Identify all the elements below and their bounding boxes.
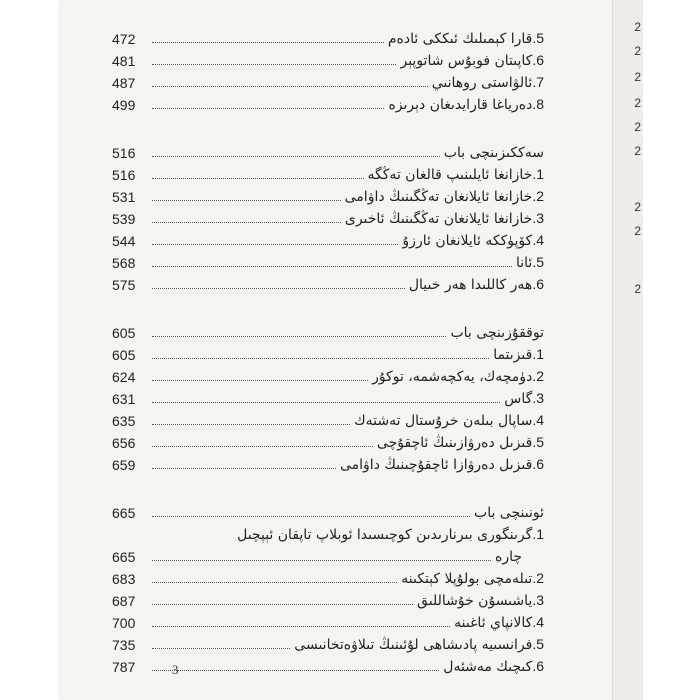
leader-dots: [152, 468, 336, 469]
entry-index: 4.: [532, 614, 544, 630]
entry-page: 687: [112, 593, 136, 609]
entry-index: 6.: [532, 276, 544, 292]
entry-title: [294, 635, 544, 654]
leader-dots: [152, 64, 396, 65]
entry-page: 575: [112, 277, 136, 293]
edge-number: 2: [634, 120, 641, 134]
edge-number: 2: [634, 224, 641, 238]
entry-page: 624: [112, 369, 136, 385]
entry-index: 2.: [532, 570, 544, 586]
entry-page: 487: [112, 75, 136, 91]
chapter-page: 605: [112, 325, 136, 341]
toc-entry[interactable]: [112, 92, 544, 114]
toc-entry[interactable]: [112, 162, 544, 184]
entry-title-text: ھەر كاللىدا ھەر خىيال: [408, 277, 533, 293]
entry-page: 631: [112, 391, 136, 407]
entry-title-text: قارا كېمىلىك ئىككى ئادەم: [387, 31, 533, 47]
leader-dots: [152, 222, 341, 223]
entry-title: [409, 275, 544, 294]
chapter-title: ئونىنچى باب: [474, 505, 544, 521]
entry-page: 539: [112, 211, 136, 227]
entry-title-text: ساپال بىلەن خرۇستال تەشتەك: [354, 413, 533, 429]
entry-title-text: قىزىل دەرۋازا ئاچقۇچىنىڭ داۋامى: [339, 457, 533, 473]
edge-number: 2: [634, 96, 641, 110]
toc-entry[interactable]: [112, 228, 544, 250]
toc-entry[interactable]: [112, 610, 544, 632]
entry-title-text: خازانغا ئايلانغان تەڭگىنىڭ ئاخىرى: [344, 211, 533, 227]
chapter-heading[interactable]: [112, 500, 544, 522]
leader-dots: [152, 402, 500, 403]
entry-title-text: تىلەمچى بولۇپلا كېتكىنە: [401, 571, 533, 587]
leader-dots: [152, 108, 384, 109]
entry-page: 516: [112, 167, 136, 183]
next-page-edge: [612, 0, 643, 700]
edge-number: 2: [634, 44, 641, 58]
entry-title: [377, 433, 544, 452]
entry-index: 5.: [532, 30, 544, 46]
toc-entry[interactable]: [112, 250, 544, 272]
entry-title: [443, 657, 544, 676]
chapter-page: 665: [112, 505, 136, 521]
entry-page: 635: [112, 413, 136, 429]
leader-dots: [152, 266, 512, 267]
entry-index: 6.: [532, 52, 544, 68]
chapter-heading[interactable]: [112, 320, 544, 342]
entry-title: [388, 95, 544, 114]
entry-index: 1.: [532, 346, 544, 362]
entry-index: 3.: [532, 210, 544, 226]
leader-dots: [152, 244, 398, 245]
entry-page: 531: [112, 189, 136, 205]
toc-entry[interactable]: [112, 386, 544, 408]
chapter-title: توققۇزىنچى باب: [450, 325, 544, 341]
leader-dots: [152, 560, 491, 561]
entry-title: [516, 253, 544, 272]
entry-page: 656: [112, 435, 136, 451]
entry-index: 1.: [532, 526, 544, 542]
entry-title: [345, 187, 544, 206]
entry-page: 544: [112, 233, 136, 249]
entry-index: 3.: [532, 390, 544, 406]
entry-page: 665: [112, 549, 136, 565]
toc-entry[interactable]: [112, 632, 544, 654]
leader-dots: [152, 358, 489, 359]
toc-entry[interactable]: [112, 48, 544, 70]
chapter-heading[interactable]: [112, 140, 544, 162]
entry-title-text: خازانغا ئايلانغان تەڭگىنىڭ داۋامى: [344, 189, 533, 205]
entry-title-text: قىزىل دەرۋازىنىڭ ئاچقۇچى: [376, 435, 533, 451]
entry-index: 2.: [532, 188, 544, 204]
leader-dots: [152, 156, 440, 157]
toc-entry[interactable]: [112, 26, 544, 48]
edge-number: 2: [634, 70, 641, 84]
leader-dots: [152, 648, 290, 649]
leader-dots: [152, 670, 439, 671]
toc-entry[interactable]: [112, 70, 544, 92]
edge-number: 2: [634, 20, 641, 34]
toc-entry[interactable]: [112, 408, 544, 430]
entry-title-text: قىزىتما: [493, 347, 533, 363]
entry-page: 499: [112, 97, 136, 113]
edge-number: 2: [634, 282, 641, 296]
leader-dots: [152, 288, 405, 289]
entry-page: 700: [112, 615, 136, 631]
toc-entry[interactable]: [112, 272, 544, 294]
entry-title: [417, 591, 544, 610]
entry-title-continuation: چارە: [494, 549, 522, 565]
entry-title: [340, 455, 544, 474]
leader-dots: [152, 380, 368, 381]
table-of-contents: [112, 26, 544, 676]
leader-dots: [152, 582, 397, 583]
toc-entry[interactable]: [112, 588, 544, 610]
entry-title-text: ئالۋاستى روھانىي: [431, 75, 533, 91]
entry-title-text: كاپىتان فوبۇس شاتوپېر: [400, 53, 533, 69]
toc-entry[interactable]: [112, 184, 544, 206]
toc-entry-continuation[interactable]: [112, 544, 544, 566]
entry-title: [401, 569, 544, 588]
leader-dots: [152, 604, 413, 605]
entry-title: [400, 51, 544, 70]
chapter-page: 516: [112, 145, 136, 161]
entry-title-text: ئانا: [515, 255, 533, 271]
entry-index: 7.: [532, 74, 544, 90]
leader-dots: [152, 516, 470, 517]
entry-title-text: گرىنگورى بىرنارىدىن كوچىسىدا ئوبلاپ تاپقان ئېپچىل: [237, 527, 533, 543]
entry-title: [504, 389, 544, 408]
entry-title: [237, 525, 544, 544]
entry-title-text: كىچىك مەشئەل: [443, 659, 533, 675]
entry-title-text: گاس: [504, 391, 533, 407]
entry-index: 5.: [532, 636, 544, 652]
leader-dots: [152, 86, 428, 87]
toc-entry[interactable]: [112, 522, 544, 544]
entry-page: 787: [112, 659, 136, 675]
entry-page: 472: [112, 31, 136, 47]
entry-title-text: دەرياغا قارايدىغان دېرىزە: [388, 97, 533, 113]
leader-dots: [152, 446, 373, 447]
entry-title: [368, 165, 544, 184]
entry-index: 6.: [532, 658, 544, 674]
entry-page: 605: [112, 347, 136, 363]
entry-index: 5.: [532, 254, 544, 270]
toc-entry[interactable]: [112, 452, 544, 474]
page-number: 3: [172, 662, 179, 677]
toc-entry[interactable]: [112, 364, 544, 386]
entry-page: 735: [112, 637, 136, 653]
entry-title: [493, 345, 544, 364]
leader-dots: [152, 424, 350, 425]
leader-dots: [152, 626, 450, 627]
leader-dots: [152, 178, 364, 179]
entry-title: [432, 73, 544, 92]
edge-number: 2: [634, 144, 641, 158]
toc-entry[interactable]: [112, 566, 544, 588]
entry-title: [372, 367, 544, 386]
leader-dots: [152, 200, 341, 201]
entry-index: 1.: [532, 166, 544, 182]
toc-entry[interactable]: [112, 430, 544, 452]
entry-index: 6.: [532, 456, 544, 472]
entry-index: 5.: [532, 434, 544, 450]
entry-page: 683: [112, 571, 136, 587]
entry-index: 3.: [532, 592, 544, 608]
leader-dots: [152, 42, 384, 43]
entry-title-text: خازانغا ئايلىنىپ قالغان تەڭگە: [367, 167, 533, 183]
entry-index: 4.: [532, 412, 544, 428]
entry-index: 8.: [532, 96, 544, 112]
entry-title: [388, 29, 544, 48]
entry-page: 659: [112, 457, 136, 473]
entry-title: [454, 613, 544, 632]
toc-entry[interactable]: [112, 342, 544, 364]
entry-title: [354, 411, 544, 430]
chapter-title: سەككىزىنچى باب: [443, 145, 544, 161]
entry-index: 4.: [532, 232, 544, 248]
entry-title: [402, 231, 544, 250]
entry-page: 568: [112, 255, 136, 271]
entry-page: 481: [112, 53, 136, 69]
entry-title-text: دۈمچەك، يەكچەشمە، توكۇر: [372, 369, 533, 385]
entry-title-text: ياشىسۇن خۇشاللىق: [417, 593, 533, 609]
edge-number: 2: [634, 200, 641, 214]
toc-entry[interactable]: [112, 206, 544, 228]
entry-title-text: كۆپۈككە ئايلانغان ئارزۇ: [402, 233, 533, 249]
entry-index: 2.: [532, 368, 544, 384]
leader-dots: [152, 336, 446, 337]
entry-title-text: كالانپاي ئاغىنە: [454, 615, 533, 631]
entry-title: [345, 209, 544, 228]
entry-title-text: فرانسىيە پادىشاھى لۇئىنىڭ تىلاۋەتخانىسى: [294, 637, 533, 653]
